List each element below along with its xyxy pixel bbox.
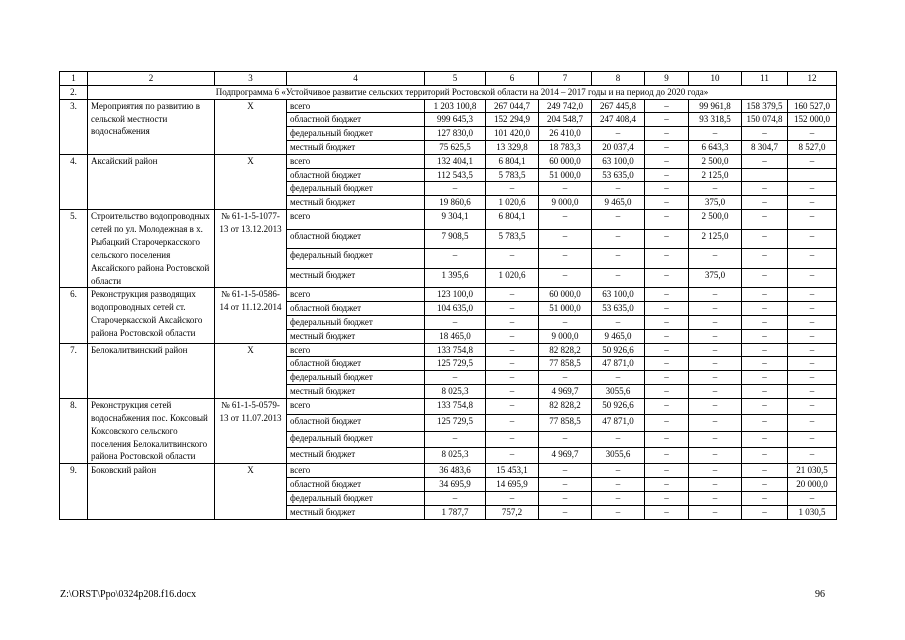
funding-source: федеральный бюджет	[287, 182, 425, 196]
value-cell: –	[539, 268, 592, 288]
table-row	[60, 343, 837, 357]
column-number: 8	[592, 72, 645, 86]
value-cell: –	[645, 99, 689, 113]
value-cell: –	[645, 249, 689, 269]
value-cell: 757,2	[486, 505, 539, 519]
value-cell: –	[645, 447, 689, 463]
column-number: 7	[539, 72, 592, 86]
column-number: 9	[645, 72, 689, 86]
row-registration: Х	[215, 154, 287, 209]
value-cell: 9 000,0	[539, 329, 592, 343]
footer-file-path: Z:\ORST\Ppo\0324p208.f16.docx	[60, 589, 197, 600]
value-cell: 47 871,0	[592, 415, 645, 431]
value-cell: 152 294,9	[486, 113, 539, 127]
value-cell: –	[539, 249, 592, 269]
value-cell: –	[425, 491, 486, 505]
row-name: Мероприятия по развитию в сельской местности водоснабжения	[88, 99, 215, 154]
value-cell: –	[645, 288, 689, 302]
funding-source: всего	[287, 154, 425, 168]
value-cell: –	[486, 491, 539, 505]
value-cell: –	[788, 249, 837, 269]
funding-source: областной бюджет	[287, 357, 425, 371]
column-number: 5	[425, 72, 486, 86]
value-cell: –	[645, 478, 689, 492]
funding-source: местный бюджет	[287, 447, 425, 463]
value-cell: –	[486, 302, 539, 316]
table-row	[60, 209, 837, 229]
value-cell: –	[645, 168, 689, 182]
value-cell: 104 635,0	[425, 302, 486, 316]
value-cell: –	[592, 229, 645, 249]
funding-source: областной бюджет	[287, 302, 425, 316]
value-cell: 26 410,0	[539, 127, 592, 141]
value-cell: 77 858,5	[539, 357, 592, 371]
value-cell: 3055,6	[592, 447, 645, 463]
value-cell: –	[425, 431, 486, 447]
value-cell: –	[689, 505, 742, 519]
value-cell: 9 465,0	[592, 329, 645, 343]
value-cell: 18 465,0	[425, 329, 486, 343]
value-cell: –	[689, 127, 742, 141]
row-registration: Х	[215, 464, 287, 519]
value-cell: –	[689, 398, 742, 414]
value-cell: 152 000,0	[788, 113, 837, 127]
value-cell: 8 527,0	[788, 140, 837, 154]
funding-source: федеральный бюджет	[287, 249, 425, 269]
value-cell: –	[689, 316, 742, 330]
value-cell: –	[689, 329, 742, 343]
funding-source: областной бюджет	[287, 168, 425, 182]
value-cell: 267 044,7	[486, 99, 539, 113]
value-cell: 2 500,0	[689, 209, 742, 229]
value-cell: –	[539, 371, 592, 385]
value-cell: –	[645, 343, 689, 357]
value-cell: –	[788, 229, 837, 249]
value-cell: 60 000,0	[539, 154, 592, 168]
value-cell: –	[742, 288, 788, 302]
value-cell: –	[486, 431, 539, 447]
funding-source: областной бюджет	[287, 229, 425, 249]
value-cell: 125 729,5	[425, 357, 486, 371]
table-row	[60, 398, 837, 414]
value-cell: 247 408,4	[592, 113, 645, 127]
value-cell: –	[486, 357, 539, 371]
value-cell: –	[425, 371, 486, 385]
value-cell: –	[689, 415, 742, 431]
value-cell: –	[689, 491, 742, 505]
value-cell: 63 100,0	[592, 154, 645, 168]
value-cell: –	[788, 343, 837, 357]
value-cell: –	[486, 384, 539, 398]
value-cell: 53 635,0	[592, 168, 645, 182]
column-number: 11	[742, 72, 788, 86]
value-cell: –	[645, 371, 689, 385]
value-cell: 5 783,5	[486, 229, 539, 249]
value-cell: –	[689, 384, 742, 398]
value-cell: –	[742, 182, 788, 196]
funding-source: федеральный бюджет	[287, 491, 425, 505]
value-cell: –	[645, 431, 689, 447]
value-cell: –	[788, 288, 837, 302]
value-cell: 5 783,5	[486, 168, 539, 182]
value-cell: –	[486, 329, 539, 343]
column-number: 4	[287, 72, 425, 86]
value-cell: 50 926,6	[592, 398, 645, 414]
value-cell: 99 961,8	[689, 99, 742, 113]
value-cell: 50 926,6	[592, 343, 645, 357]
funding-source: всего	[287, 398, 425, 414]
column-number: 6	[486, 72, 539, 86]
value-cell: –	[689, 447, 742, 463]
row-name: Реконструкция разводящих водопроводных сетей ст. Старочеркасской Аксайского района Ростовской области	[88, 288, 215, 343]
value-cell: 34 695,9	[425, 478, 486, 492]
value-cell: –	[592, 268, 645, 288]
value-cell: 14 695,9	[486, 478, 539, 492]
value-cell: 3055,6	[592, 384, 645, 398]
row-registration: Х	[215, 99, 287, 154]
value-cell: –	[592, 371, 645, 385]
funding-source: областной бюджет	[287, 113, 425, 127]
value-cell: 112 543,5	[425, 168, 486, 182]
value-cell: –	[788, 415, 837, 431]
value-cell: 60 000,0	[539, 288, 592, 302]
value-cell: –	[788, 329, 837, 343]
value-cell: –	[539, 209, 592, 229]
value-cell: –	[742, 478, 788, 492]
funding-source: областной бюджет	[287, 478, 425, 492]
page-number: 96	[815, 589, 825, 600]
value-cell: –	[788, 268, 837, 288]
value-cell: 53 635,0	[592, 302, 645, 316]
column-number: 12	[788, 72, 837, 86]
value-cell: 2 500,0	[689, 154, 742, 168]
funding-source: всего	[287, 99, 425, 113]
value-cell: –	[689, 288, 742, 302]
value-cell: –	[689, 478, 742, 492]
value-cell: –	[592, 127, 645, 141]
value-cell: –	[539, 182, 592, 196]
value-cell: 204 548,7	[539, 113, 592, 127]
value-cell: –	[742, 302, 788, 316]
value-cell: –	[689, 343, 742, 357]
value-cell: 160 527,0	[788, 99, 837, 113]
value-cell: –	[788, 431, 837, 447]
value-cell: –	[742, 464, 788, 478]
value-cell: –	[539, 491, 592, 505]
value-cell: –	[539, 478, 592, 492]
value-cell: –	[788, 447, 837, 463]
value-cell: –	[486, 415, 539, 431]
value-cell: –	[742, 154, 788, 168]
value-cell: 82 828,2	[539, 398, 592, 414]
value-cell: 51 000,0	[539, 168, 592, 182]
value-cell: 101 420,0	[486, 127, 539, 141]
funding-source: местный бюджет	[287, 329, 425, 343]
value-cell: 999 645,3	[425, 113, 486, 127]
value-cell: –	[742, 505, 788, 519]
value-cell: –	[689, 302, 742, 316]
row-number: 5.	[60, 209, 88, 287]
row-name: Аксайский район	[88, 154, 215, 209]
value-cell: –	[742, 384, 788, 398]
funding-source: федеральный бюджет	[287, 431, 425, 447]
value-cell: –	[645, 398, 689, 414]
table-row	[60, 288, 837, 302]
value-cell: 375,0	[689, 196, 742, 210]
value-cell: 1 020,6	[486, 196, 539, 210]
value-cell: 150 074,8	[742, 113, 788, 127]
value-cell: 82 828,2	[539, 343, 592, 357]
value-cell: –	[592, 505, 645, 519]
value-cell: –	[788, 182, 837, 196]
value-cell: 20 037,4	[592, 140, 645, 154]
funding-source: местный бюджет	[287, 505, 425, 519]
funding-source: местный бюджет	[287, 140, 425, 154]
value-cell: –	[742, 357, 788, 371]
value-cell: –	[689, 249, 742, 269]
value-cell: 47 871,0	[592, 357, 645, 371]
value-cell: 2 125,0	[689, 229, 742, 249]
value-cell: –	[742, 415, 788, 431]
value-cell: –	[742, 229, 788, 249]
value-cell: 375,0	[689, 268, 742, 288]
value-cell: –	[645, 154, 689, 168]
value-cell: –	[486, 371, 539, 385]
value-cell: –	[486, 249, 539, 269]
value-cell: 4 969,7	[539, 447, 592, 463]
value-cell: –	[645, 464, 689, 478]
value-cell: –	[592, 316, 645, 330]
value-cell: 249 742,0	[539, 99, 592, 113]
value-cell: –	[539, 229, 592, 249]
value-cell: –	[689, 431, 742, 447]
value-cell: 267 445,8	[592, 99, 645, 113]
row-number: 6.	[60, 288, 88, 343]
budget-table	[59, 71, 837, 520]
column-number: 3	[215, 72, 287, 86]
value-cell: –	[742, 343, 788, 357]
value-cell: 18 783,3	[539, 140, 592, 154]
value-cell: –	[645, 113, 689, 127]
value-cell: –	[645, 415, 689, 431]
value-cell: –	[645, 268, 689, 288]
value-cell: 20 000,0	[788, 478, 837, 492]
column-number-row	[60, 72, 837, 86]
value-cell: 4 969,7	[539, 384, 592, 398]
value-cell: –	[645, 229, 689, 249]
value-cell: 127 830,0	[425, 127, 486, 141]
value-cell: 63 100,0	[592, 288, 645, 302]
value-cell: –	[645, 316, 689, 330]
value-cell: –	[742, 196, 788, 210]
value-cell: –	[742, 268, 788, 288]
value-cell: –	[486, 398, 539, 414]
value-cell: 2 125,0	[689, 168, 742, 182]
value-cell: 132 404,1	[425, 154, 486, 168]
value-cell: –	[742, 209, 788, 229]
value-cell: –	[645, 140, 689, 154]
value-cell: –	[592, 209, 645, 229]
value-cell: –	[645, 329, 689, 343]
funding-source: областной бюджет	[287, 415, 425, 431]
value-cell: 6 804,1	[486, 209, 539, 229]
funding-source: местный бюджет	[287, 384, 425, 398]
value-cell: 8 025,3	[425, 447, 486, 463]
funding-source: всего	[287, 343, 425, 357]
funding-source: федеральный бюджет	[287, 316, 425, 330]
value-cell: 1 787,7	[425, 505, 486, 519]
value-cell: –	[486, 447, 539, 463]
value-cell: –	[788, 398, 837, 414]
value-cell: 7 908,5	[425, 229, 486, 249]
subprogram-number: 2.	[60, 85, 88, 99]
value-cell: –	[486, 182, 539, 196]
funding-source: местный бюджет	[287, 196, 425, 210]
value-cell: –	[689, 182, 742, 196]
value-cell: –	[645, 127, 689, 141]
value-cell: –	[539, 431, 592, 447]
funding-source: федеральный бюджет	[287, 127, 425, 141]
row-registration: Х	[215, 343, 287, 398]
row-registration: № 61-1-5-0579-13 от 11.07.2013	[215, 398, 287, 464]
value-cell: –	[788, 316, 837, 330]
value-cell: –	[788, 384, 837, 398]
value-cell: –	[645, 209, 689, 229]
value-cell: –	[592, 491, 645, 505]
value-cell: 1 030,5	[788, 505, 837, 519]
value-cell: 9 304,1	[425, 209, 486, 229]
row-registration: № 61-1-5-1077-13 от 13.12.2013	[215, 209, 287, 287]
value-cell: 8 025,3	[425, 384, 486, 398]
row-number: 9.	[60, 464, 88, 519]
row-name: Белокалитвинский район	[88, 343, 215, 398]
funding-source: всего	[287, 464, 425, 478]
value-cell: –	[539, 316, 592, 330]
value-cell: 6 643,3	[689, 140, 742, 154]
value-cell: –	[742, 329, 788, 343]
value-cell: 1 020,6	[486, 268, 539, 288]
value-cell: –	[592, 464, 645, 478]
value-cell: 36 483,6	[425, 464, 486, 478]
value-cell: 15 453,1	[486, 464, 539, 478]
value-cell: –	[742, 371, 788, 385]
funding-source: местный бюджет	[287, 268, 425, 288]
value-cell: –	[742, 491, 788, 505]
value-cell: 9 000,0	[539, 196, 592, 210]
row-name: Строительство водопроводных сетей по ул. Молодежная в х. Рыбацкий Старочеркасского сельского поселения Аксайского района Ростовской области	[88, 209, 215, 287]
subprogram-row	[60, 85, 837, 99]
value-cell: –	[592, 249, 645, 269]
value-cell: –	[788, 196, 837, 210]
subprogram-title: Подпрограмма 6 «Устойчивое развитие сельских территорий Ростовской области на 2014 – 2017 годы и на период до 2020 года»	[88, 85, 837, 99]
value-cell: 125 729,5	[425, 415, 486, 431]
table-row	[60, 99, 837, 113]
value-cell	[788, 168, 837, 182]
value-cell: –	[742, 249, 788, 269]
value-cell: –	[788, 371, 837, 385]
value-cell: –	[645, 491, 689, 505]
value-cell: –	[788, 154, 837, 168]
funding-source: всего	[287, 288, 425, 302]
value-cell: 21 030,5	[788, 464, 837, 478]
value-cell: –	[788, 491, 837, 505]
value-cell: –	[425, 316, 486, 330]
row-name: Боковский район	[88, 464, 215, 519]
value-cell: 9 465,0	[592, 196, 645, 210]
value-cell: –	[788, 209, 837, 229]
value-cell: –	[486, 288, 539, 302]
value-cell: 8 304,7	[742, 140, 788, 154]
value-cell: –	[689, 357, 742, 371]
value-cell: 133 754,8	[425, 398, 486, 414]
column-number: 2	[88, 72, 215, 86]
funding-source: федеральный бюджет	[287, 371, 425, 385]
value-cell: –	[742, 447, 788, 463]
value-cell: –	[486, 316, 539, 330]
funding-source: всего	[287, 209, 425, 229]
value-cell: 1 395,6	[425, 268, 486, 288]
table-row	[60, 464, 837, 478]
value-cell: –	[645, 505, 689, 519]
value-cell: –	[689, 371, 742, 385]
value-cell: –	[742, 431, 788, 447]
value-cell: –	[742, 316, 788, 330]
table-row	[60, 154, 837, 168]
value-cell: –	[539, 464, 592, 478]
value-cell: –	[645, 182, 689, 196]
column-number: 1	[60, 72, 88, 86]
value-cell: 133 754,8	[425, 343, 486, 357]
value-cell: 93 318,5	[689, 113, 742, 127]
value-cell: –	[788, 357, 837, 371]
value-cell: 75 625,5	[425, 140, 486, 154]
value-cell: –	[539, 505, 592, 519]
value-cell: 51 000,0	[539, 302, 592, 316]
value-cell: –	[592, 478, 645, 492]
value-cell: –	[689, 464, 742, 478]
value-cell: –	[645, 357, 689, 371]
value-cell	[742, 168, 788, 182]
row-name: Реконструкция сетей водоснабжения пос. Коксовый Коксовского сельского поселения Белокалитвинского района Ростовской области	[88, 398, 215, 464]
value-cell: –	[645, 196, 689, 210]
value-cell: 19 860,6	[425, 196, 486, 210]
value-cell: 6 804,1	[486, 154, 539, 168]
value-cell: 123 100,0	[425, 288, 486, 302]
value-cell: –	[788, 127, 837, 141]
value-cell: –	[425, 249, 486, 269]
row-number: 8.	[60, 398, 88, 464]
value-cell: –	[788, 302, 837, 316]
value-cell: –	[742, 398, 788, 414]
value-cell: 158 379,5	[742, 99, 788, 113]
row-registration: № 61-1-5-0586-14 от 11.12.2014	[215, 288, 287, 343]
row-number: 4.	[60, 154, 88, 209]
value-cell: –	[592, 431, 645, 447]
value-cell: –	[645, 384, 689, 398]
value-cell: 13 329,8	[486, 140, 539, 154]
value-cell: –	[742, 127, 788, 141]
value-cell: –	[645, 302, 689, 316]
row-number: 3.	[60, 99, 88, 154]
value-cell: –	[486, 343, 539, 357]
value-cell: 77 858,5	[539, 415, 592, 431]
value-cell: –	[425, 182, 486, 196]
value-cell: –	[592, 182, 645, 196]
row-number: 7.	[60, 343, 88, 398]
value-cell: 1 203 100,8	[425, 99, 486, 113]
column-number: 10	[689, 72, 742, 86]
